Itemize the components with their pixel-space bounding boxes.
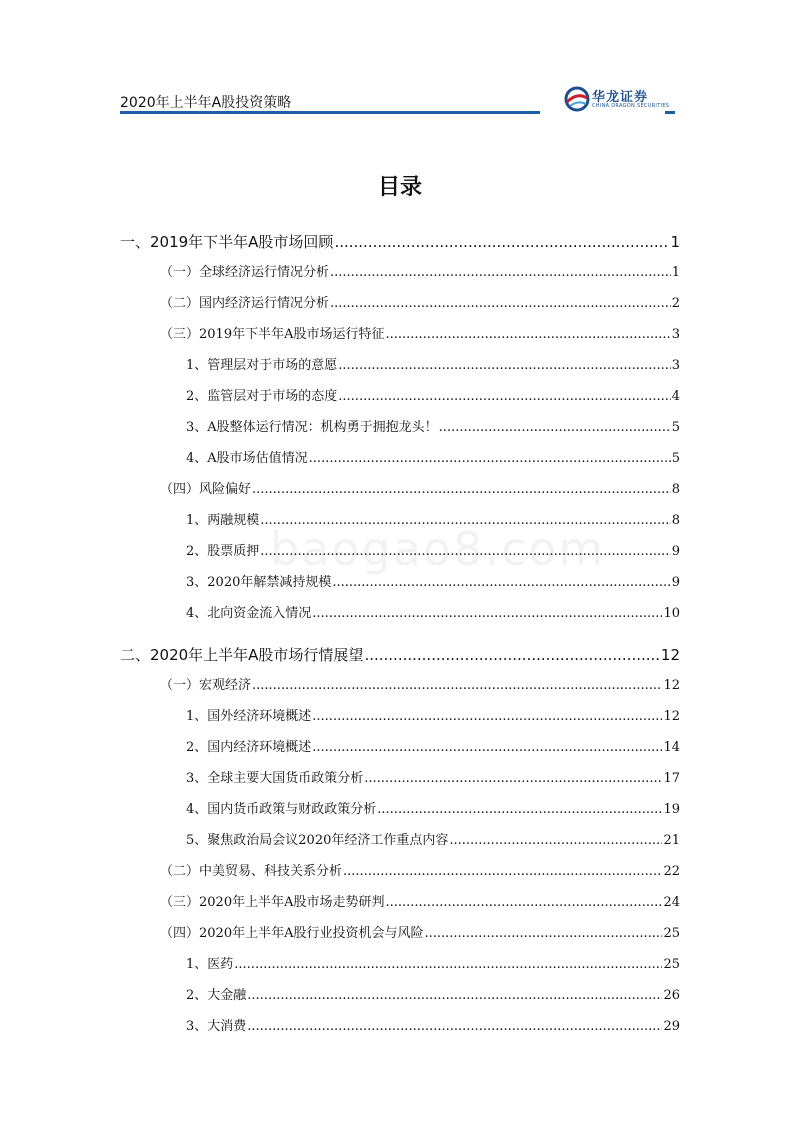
toc-entry-level-3[interactable] — [120, 505, 680, 536]
toc-entry-level-3[interactable] — [120, 794, 680, 825]
toc-entry-level-2[interactable] — [120, 918, 680, 949]
toc-dot-leader — [439, 412, 671, 443]
toc-entry-page: 12 — [663, 678, 680, 693]
toc-dot-leader — [332, 567, 670, 598]
toc-entry-level-2[interactable] — [120, 670, 680, 701]
toc-entry-level-2[interactable] — [120, 474, 680, 505]
toc-entry-page: 26 — [663, 988, 680, 1003]
toc-entry-level-3[interactable] — [120, 1011, 680, 1042]
toc-entry-level-2[interactable] — [120, 257, 680, 288]
header-rule — [120, 111, 540, 114]
toc-entry-page: 22 — [663, 864, 680, 879]
toc-dot-leader — [385, 319, 670, 350]
toc-entry-page: 24 — [663, 895, 680, 910]
toc-entry-page: 19 — [663, 802, 680, 817]
toc-entry-page: 17 — [663, 771, 680, 786]
toc-entry-label: （三）2020年上半年A股市场走势研判 — [160, 895, 385, 910]
toc-dot-leader — [312, 732, 662, 763]
toc-entry-page: 14 — [663, 740, 680, 755]
watermark: baogao8.com — [270, 522, 606, 576]
toc-dot-leader — [330, 288, 671, 319]
toc-entry-page: 12 — [660, 646, 680, 664]
toc-entry-page: 9 — [671, 544, 680, 559]
toc-entry-label: 1、国外经济环境概述 — [186, 709, 312, 724]
toc-entry-page: 2 — [671, 296, 680, 311]
toc-dot-leader — [247, 1011, 662, 1042]
toc-dot-leader — [312, 598, 662, 629]
toc-entry-label: 3、大消费 — [186, 1019, 247, 1034]
page-header — [120, 84, 680, 118]
toc-entry-level-2[interactable] — [120, 856, 680, 887]
toc-dot-leader — [385, 887, 662, 918]
toc-dot-leader — [364, 641, 659, 670]
table-of-contents — [120, 224, 680, 1042]
toc-entry-label: 1、医药 — [186, 957, 234, 972]
toc-entry-page: 5 — [671, 451, 680, 466]
toc-entry-level-3[interactable] — [120, 536, 680, 567]
toc-entry-level-2[interactable] — [120, 288, 680, 319]
toc-entry-page: 4 — [671, 389, 680, 404]
toc-entry-level-3[interactable] — [120, 825, 680, 856]
toc-dot-leader — [252, 670, 662, 701]
toc-entry-label: （四）2020年上半年A股行业投资机会与风险 — [160, 926, 424, 941]
toc-entry-level-2[interactable] — [120, 887, 680, 918]
toc-entry-page: 8 — [671, 513, 680, 528]
toc-entry-page: 1 — [671, 265, 680, 280]
toc-dot-leader — [234, 949, 662, 980]
logo-chinese-text: 华龙证券 — [592, 90, 649, 105]
toc-entry-label: （三）2019年下半年A股市场运行特征 — [160, 327, 385, 342]
section-gap — [120, 629, 680, 637]
toc-dot-leader — [247, 980, 662, 1011]
toc-entry-level-3[interactable] — [120, 381, 680, 412]
toc-entry-label: （四）风险偏好 — [160, 482, 252, 497]
toc-entry-label: 一、2019年下半年A股市场回顾 — [120, 233, 334, 251]
toc-dot-leader — [364, 763, 662, 794]
header-rule-end — [665, 111, 675, 114]
toc-entry-page: 12 — [663, 709, 680, 724]
toc-entry-label: 2、监管层对于市场的态度 — [186, 389, 338, 404]
toc-entry-label: 2、国内经济环境概述 — [186, 740, 312, 755]
toc-entry-level-1[interactable] — [120, 228, 680, 257]
toc-entry-label: 3、全球主要大国货币政策分析 — [186, 771, 364, 786]
toc-dot-leader — [260, 505, 670, 536]
toc-entry-level-3[interactable] — [120, 732, 680, 763]
toc-entry-page: 29 — [663, 1019, 680, 1034]
toc-entry-level-3[interactable] — [120, 598, 680, 629]
toc-entry-page: 3 — [671, 358, 680, 373]
toc-entry-level-3[interactable] — [120, 949, 680, 980]
toc-entry-label: （一）宏观经济 — [160, 678, 252, 693]
dragon-logo-icon — [564, 86, 590, 112]
toc-entry-label: （二）国内经济运行情况分析 — [160, 296, 330, 311]
toc-entry-page: 8 — [671, 482, 680, 497]
company-logo — [560, 84, 680, 114]
toc-entry-level-2[interactable] — [120, 319, 680, 350]
logo-english-text: CHINA DRAGON SECURITIES — [592, 103, 670, 109]
toc-entry-label: 2、股票质押 — [186, 544, 260, 559]
toc-entry-page: 21 — [663, 833, 680, 848]
toc-entry-label: 二、2020年上半年A股市场行情展望 — [120, 646, 364, 664]
toc-entry-level-3[interactable] — [120, 443, 680, 474]
toc-entry-page: 10 — [663, 606, 680, 621]
toc-entry-label: 1、管理层对于市场的意愿 — [186, 358, 338, 373]
toc-dot-leader — [252, 474, 671, 505]
toc-dot-leader — [338, 350, 670, 381]
toc-dot-leader — [260, 536, 670, 567]
toc-dot-leader — [377, 794, 662, 825]
toc-entry-level-3[interactable] — [120, 567, 680, 598]
toc-entry-page: 5 — [671, 420, 680, 435]
toc-entry-page: 1 — [670, 233, 680, 251]
toc-entry-page: 25 — [663, 957, 680, 972]
toc-dot-leader — [424, 918, 662, 949]
toc-dot-leader — [334, 228, 669, 257]
toc-entry-label: 3、2020年解禁减持规模 — [186, 575, 332, 590]
toc-entry-page: 25 — [663, 926, 680, 941]
toc-title: 目录 — [377, 175, 422, 200]
toc-dot-leader — [330, 257, 671, 288]
toc-entry-label: （二）中美贸易、科技关系分析 — [160, 864, 343, 879]
header-title: 2020年上半年A股投资策略 — [120, 95, 292, 111]
toc-dot-leader — [338, 381, 670, 412]
toc-entry-label: 5、聚焦政治局会议2020年经济工作重点内容 — [186, 833, 449, 848]
toc-entry-label: （一）全球经济运行情况分析 — [160, 265, 330, 280]
toc-entry-page: 9 — [671, 575, 680, 590]
toc-entry-label: 4、国内货币政策与财政政策分析 — [186, 802, 377, 817]
toc-entry-label: 1、两融规模 — [186, 513, 260, 528]
toc-dot-leader — [312, 701, 662, 732]
toc-entry-label: 4、北向资金流入情况 — [186, 606, 312, 621]
toc-entry-label: 3、A股整体运行情况：机构勇于拥抱龙头！ — [186, 420, 438, 435]
toc-entry-label: 4、A股市场估值情况 — [186, 451, 308, 466]
toc-entry-level-3[interactable] — [120, 701, 680, 732]
toc-entry-level-3[interactable] — [120, 980, 680, 1011]
toc-entry-label: 2、大金融 — [186, 988, 247, 1003]
toc-entry-level-3[interactable] — [120, 350, 680, 381]
toc-dot-leader — [449, 825, 662, 856]
toc-entry-level-1[interactable] — [120, 641, 680, 670]
toc-dot-leader — [309, 443, 671, 474]
toc-entry-page: 3 — [671, 327, 680, 342]
toc-dot-leader — [343, 856, 662, 887]
toc-entry-level-3[interactable] — [120, 763, 680, 794]
toc-entry-level-3[interactable] — [120, 412, 680, 443]
